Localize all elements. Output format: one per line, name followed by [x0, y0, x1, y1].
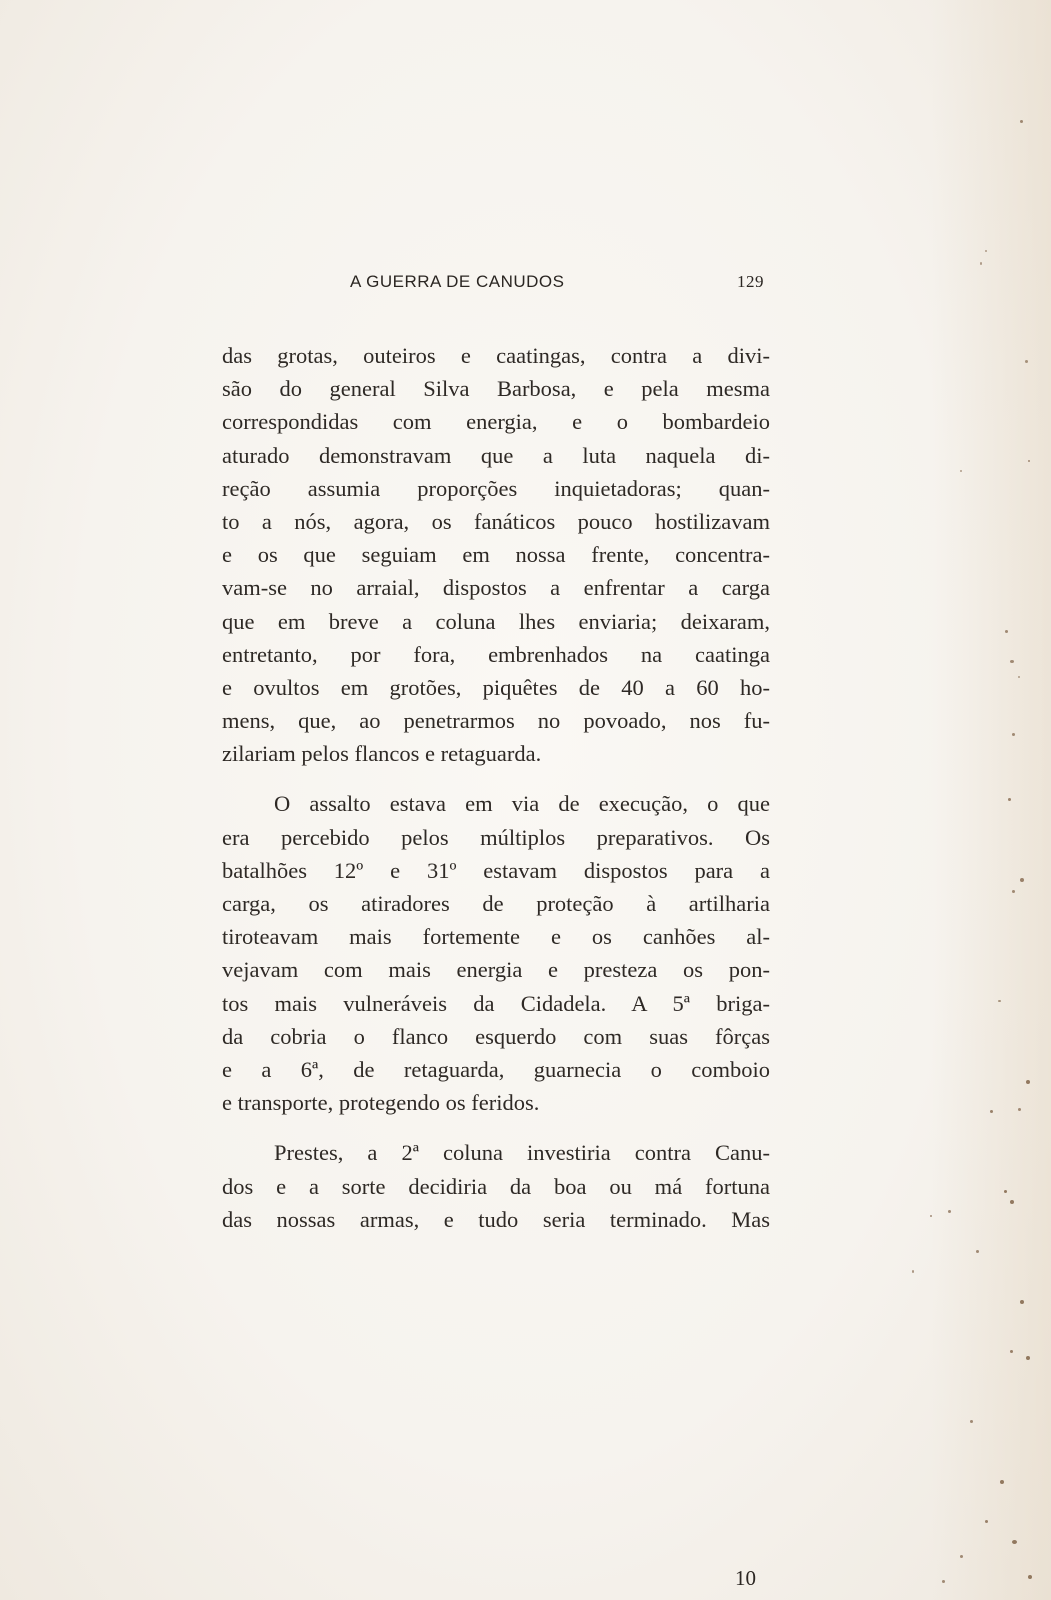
text-line: to a nós, agora, os fanáticos pouco hostilizavam [222, 508, 770, 534]
paragraph-gap [222, 770, 770, 787]
foxing-spot [1028, 460, 1030, 462]
text-line: reção assumia proporções inquietadoras; quan- [222, 475, 770, 501]
foxing-spot [1025, 360, 1028, 363]
paragraph-1 [222, 339, 770, 770]
foxing-spot [1012, 890, 1015, 893]
page-edge-shadow [931, 0, 1051, 1600]
foxing-spot [976, 1250, 979, 1253]
foxing-spot [1018, 676, 1020, 678]
text-line: dos e a sorte decidiria da boa ou má fortuna [222, 1173, 770, 1199]
text-line: das nossas armas, e tudo seria terminado. Mas [222, 1206, 770, 1232]
paragraph-2 [222, 787, 770, 1119]
text-line: das grotas, outeiros e caatingas, contra a divi- [222, 343, 770, 368]
paragraph-gap [222, 1119, 770, 1136]
foxing-spot [1004, 1190, 1007, 1193]
foxing-spot [1008, 798, 1011, 801]
text-line: carga, os atiradores de proteção à artilharia [222, 891, 770, 916]
text-line: batalhões 12º e 31º estavam dispostos para a [222, 857, 770, 883]
foxing-spot [1020, 1300, 1024, 1304]
foxing-spot [985, 250, 987, 252]
foxing-spot [1026, 1356, 1030, 1360]
foxing-spot [912, 1270, 914, 1273]
text-line: vam-se no arraial, dispostos a enfrentar a carga [222, 575, 770, 601]
body-text [222, 339, 770, 1236]
text-line: aturado demonstravam que a luta naquela di- [222, 442, 770, 468]
foxing-spot [930, 1215, 932, 1217]
text-line: vejavam com mais energia e presteza os pon- [222, 957, 770, 983]
foxing-spot [960, 470, 962, 472]
running-head [220, 272, 768, 302]
signature-mark: 10 [735, 1566, 756, 1590]
text-line: O assalto estava em via de execução, o que [274, 791, 770, 817]
foxing-spot [948, 1210, 951, 1213]
foxing-spot [1020, 878, 1024, 882]
foxing-spot [1010, 1350, 1013, 1353]
text-line: correspondidas com energia, e o bombardeio [222, 409, 770, 435]
text-line: e os que seguiam em nossa frente, concentra- [222, 542, 770, 568]
text-line: entretanto, por fora, embrenhados na caatinga [222, 641, 770, 667]
text-line: da cobria o flanco esquerdo com suas fôrças [222, 1023, 770, 1049]
foxing-spot [985, 1520, 988, 1523]
text-line: mens, que, ao penetrarmos no povoado, nos fu- [222, 708, 770, 734]
page-number: 129 [737, 272, 764, 291]
text-line: que em breve a coluna lhes enviaria; deixaram, [222, 608, 770, 634]
foxing-spot [998, 1000, 1001, 1002]
text-line: e a 6ª, de retaguarda, guarnecia o comboio [222, 1056, 770, 1082]
running-title: A GUERRA DE CANUDOS [350, 272, 565, 291]
text-line: e ovultos em grotões, piquêtes de 40 a 60 ho- [222, 674, 770, 700]
foxing-spot [1012, 1540, 1017, 1544]
foxing-spot [1018, 1108, 1021, 1111]
text-line: Prestes, a 2ª coluna investiria contra Canu- [274, 1140, 770, 1166]
foxing-spot [1020, 120, 1023, 123]
foxing-spot [970, 1420, 973, 1423]
foxing-spot [980, 262, 982, 265]
text-line: era percebido pelos múltiplos preparativos. Os [222, 824, 770, 850]
foxing-spot [1028, 1575, 1032, 1579]
foxing-spot [1000, 1480, 1004, 1484]
text-line: e transporte, protegendo os feridos. [222, 1090, 540, 1116]
foxing-spot [942, 1580, 945, 1583]
text-line: zilariam pelos flancos e retaguarda. [222, 741, 542, 767]
foxing-spot [990, 1110, 993, 1113]
foxing-spot [1010, 660, 1014, 663]
foxing-spot [1012, 733, 1015, 736]
paragraph-3 [222, 1136, 770, 1236]
foxing-spot [1010, 1200, 1014, 1204]
text-line: tos mais vulneráveis da Cidadela. A 5ª briga- [222, 990, 770, 1016]
text-line: são do general Silva Barbosa, e pela mesma [222, 376, 770, 402]
foxing-spot [1005, 630, 1008, 633]
foxing-spot [960, 1555, 963, 1558]
text-line: tiroteavam mais fortemente e os canhões al- [222, 924, 770, 950]
foxing-spot [1026, 1080, 1030, 1084]
